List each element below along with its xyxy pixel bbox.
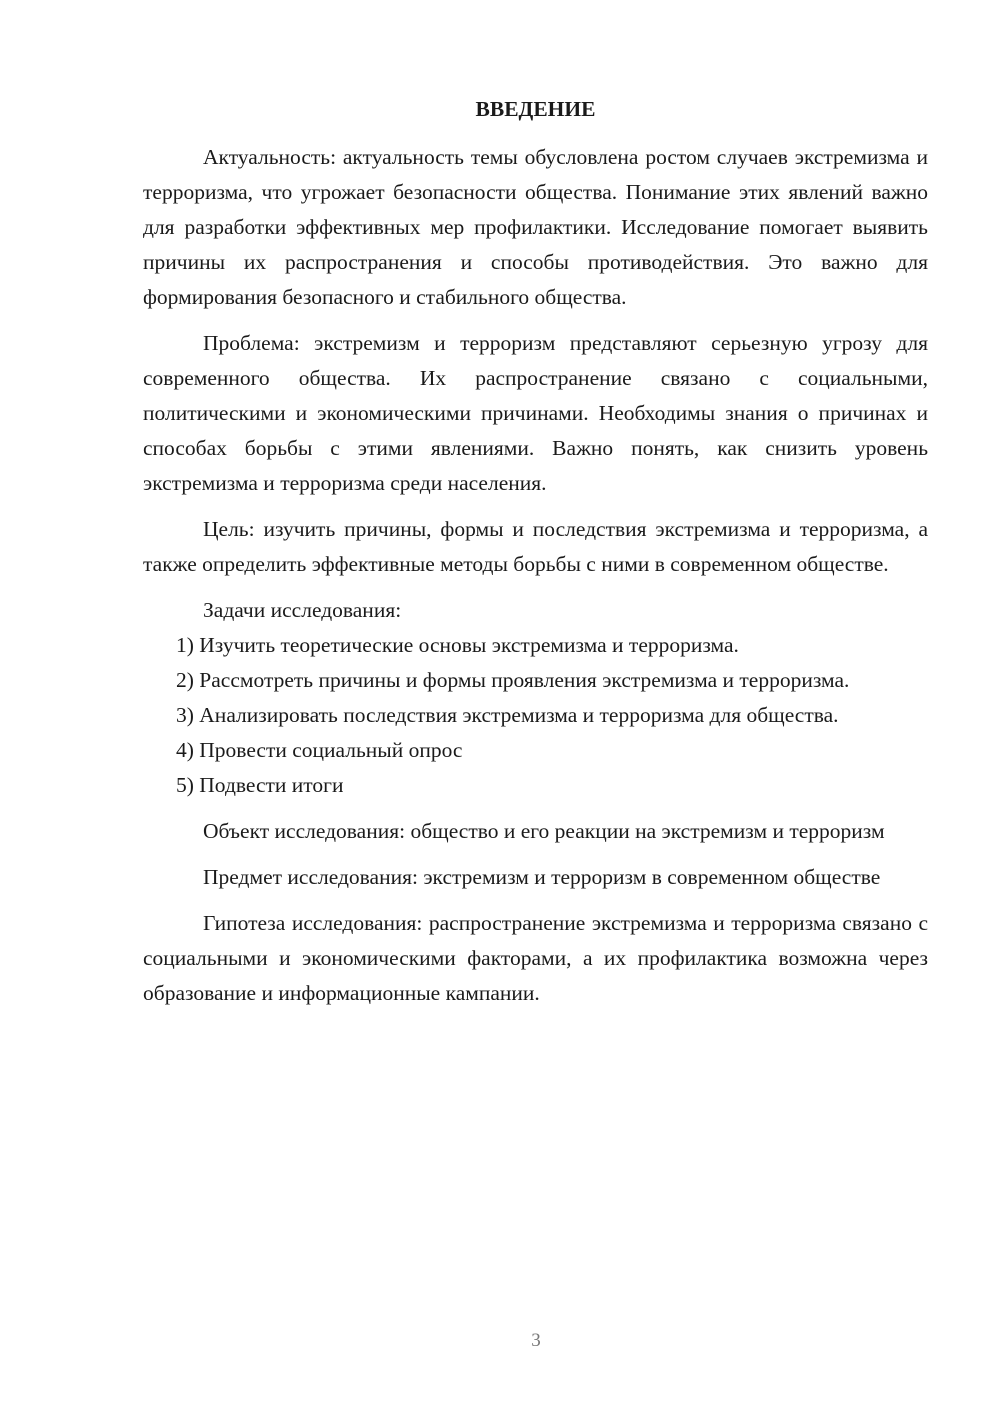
problem-paragraph: Проблема: экстремизм и терроризм представляют серьезную угрозу для современного общества. Их распространение связано с социальными, политическими и экономическими причинами. Необходимы знания о причинах и способах борьбы с этими явлениями. Важно понять, как снизить уровень экстремизма и терроризма среди населения. <box>143 331 928 495</box>
relevance-paragraph: Актуальность: актуальность темы обусловлена ростом случаев экстремизма и терроризма, что угрожает безопасности общества. Понимание этих явлений важно для разработки эффективных мер профилактики. Исследование помогает выявить причины их распространения и способы противодействия. Это важно для формирования безопасного и стабильного общества. <box>143 145 928 309</box>
task-item-2: 2) Рассмотреть причины и формы проявления экстремизма и терроризма. <box>176 668 850 692</box>
task-item-3: 3) Анализировать последствия экстремизма и терроризма для общества. <box>176 703 839 727</box>
page-number: 3 <box>531 1330 541 1351</box>
goal-paragraph: Цель: изучить причины, формы и последствия экстремизма и терроризма, а также определить эффективные методы борьбы с ними в современном обществе. <box>143 517 928 576</box>
document-page <box>143 92 928 1011</box>
tasks-heading: Задачи исследования: <box>203 598 402 622</box>
task-item-4: 4) Провести социальный опрос <box>176 738 463 762</box>
section-heading: ВВЕДЕНИЕ <box>475 97 596 121</box>
hypothesis-paragraph: Гипотеза исследования: распространение экстремизма и терроризма связано с социальными и экономическими факторами, а их профилактика возможна через образование и информационные кампании. <box>143 911 928 1005</box>
object-paragraph: Объект исследования: общество и его реакции на экстремизм и терроризм <box>203 819 885 843</box>
task-item-1: 1) Изучить теоретические основы экстремизма и терроризма. <box>176 633 739 657</box>
subject-paragraph: Предмет исследования: экстремизм и терроризм в современном обществе <box>203 865 881 889</box>
tasks-list <box>143 628 928 803</box>
task-item-5: 5) Подвести итоги <box>176 773 344 797</box>
